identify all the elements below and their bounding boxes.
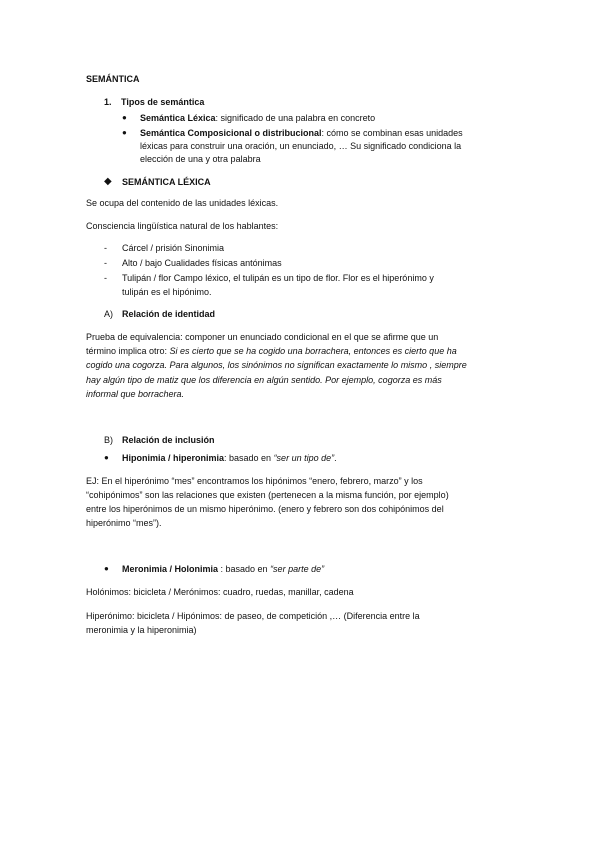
definition-line: léxicas para construir una oración, un enunciado, … Su significado condiciona la bbox=[140, 141, 462, 151]
list-item-continuation: tulipán es el hipónimo. bbox=[122, 287, 212, 297]
diamond-bullet-icon: ◆ bbox=[104, 176, 112, 187]
list-item: Tulipán / flor Campo léxico, el tulipán es un tipo de flor. Flor es el hiperónimo y bbox=[122, 273, 434, 283]
list-item bbox=[140, 127, 463, 139]
list-item bbox=[122, 452, 337, 464]
list-item: Cárcel / prisión Sinonimia bbox=[122, 243, 225, 253]
list-item bbox=[140, 112, 375, 124]
paragraph-line: hiperónimo “mes”). bbox=[86, 518, 162, 528]
definition-line: elección de una y otra palabra bbox=[140, 154, 261, 164]
italic-text: “ser un tipo de” bbox=[273, 453, 335, 463]
paragraph: Consciencia lingüística natural de los hablantes: bbox=[86, 221, 279, 231]
paragraph-line: Prueba de equivalencia: componer un enunciado condicional en el que se afirme que un bbox=[86, 332, 439, 342]
definition: : basado en bbox=[218, 564, 271, 574]
paragraph-line: entre los hiperónimos de un mismo hiperónimo. (enero y febrero son dos cohipónimos del bbox=[86, 504, 444, 514]
italic-text: Si es cierto que se ha cogido una borrachera, entonces es cierto que ha bbox=[169, 346, 457, 356]
paragraph: Holónimos: bicicleta / Merónimos: cuadro, ruedas, manillar, cadena bbox=[86, 587, 354, 597]
list-item: Alto / bajo Cualidades físicas antónimas bbox=[122, 258, 282, 268]
dash-bullet-icon: - bbox=[104, 258, 107, 268]
section-number: 1. bbox=[104, 97, 112, 107]
list-item bbox=[122, 563, 324, 575]
paragraph-line: meronimia y la hiperonimia) bbox=[86, 625, 197, 635]
paragraph-line: Hiperónimo: bicicleta / Hipónimos: de paseo, de competición ,… (Diferencia entre la bbox=[86, 611, 420, 621]
document-title: SEMÁNTICA bbox=[86, 74, 140, 84]
italic-text: “ser parte de” bbox=[270, 564, 325, 574]
term: Hiponimia / hiperonimia bbox=[122, 453, 225, 463]
paragraph-line: EJ: En el hiperónimo “mes” encontramos los hipónimos “enero, febrero, marzo” y los bbox=[86, 476, 423, 486]
bullet-dot-icon: ● bbox=[104, 453, 109, 462]
term: Meronimia / Holonimia bbox=[122, 564, 219, 574]
dash-bullet-icon: - bbox=[104, 273, 107, 283]
subsection-letter: A) bbox=[104, 309, 113, 319]
bullet-dot-icon: ● bbox=[104, 564, 109, 573]
paragraph-line: “cohipónimos” son las relaciones que existen (pertenecen a la misma función, por ejemplo) bbox=[86, 490, 449, 500]
plain-text: término implica otro: bbox=[86, 346, 170, 356]
section-heading: Tipos de semántica bbox=[121, 97, 205, 107]
subsection-heading: Relación de inclusión bbox=[122, 435, 215, 445]
period: . bbox=[334, 453, 337, 463]
section-heading: SEMÁNTICA LÉXICA bbox=[122, 177, 211, 187]
paragraph-line: hay algún tipo de matiz que los diferencia en algún sentido. Por ejemplo, cogorza es más bbox=[86, 375, 442, 385]
term: Semántica Léxica bbox=[140, 113, 216, 123]
paragraph-line: informal que borrachera. bbox=[86, 389, 185, 399]
bullet-dot-icon: ● bbox=[122, 128, 127, 137]
bullet-dot-icon: ● bbox=[122, 113, 127, 122]
paragraph-line: cogido una cogorza. Para algunos, los sinónimos no significan exactamente lo mismo , siempre bbox=[86, 360, 467, 370]
term: Semántica Composicional o distribucional bbox=[140, 128, 322, 138]
definition: : cómo se combinan esas unidades bbox=[321, 128, 463, 138]
subsection-heading: Relación de identidad bbox=[122, 309, 216, 319]
subsection-letter: B) bbox=[104, 435, 113, 445]
definition: : basado en bbox=[224, 453, 274, 463]
paragraph: Se ocupa del contenido de las unidades léxicas. bbox=[86, 198, 279, 208]
dash-bullet-icon: - bbox=[104, 243, 107, 253]
definition: : significado de una palabra en concreto bbox=[215, 113, 376, 123]
paragraph-line bbox=[86, 345, 457, 357]
